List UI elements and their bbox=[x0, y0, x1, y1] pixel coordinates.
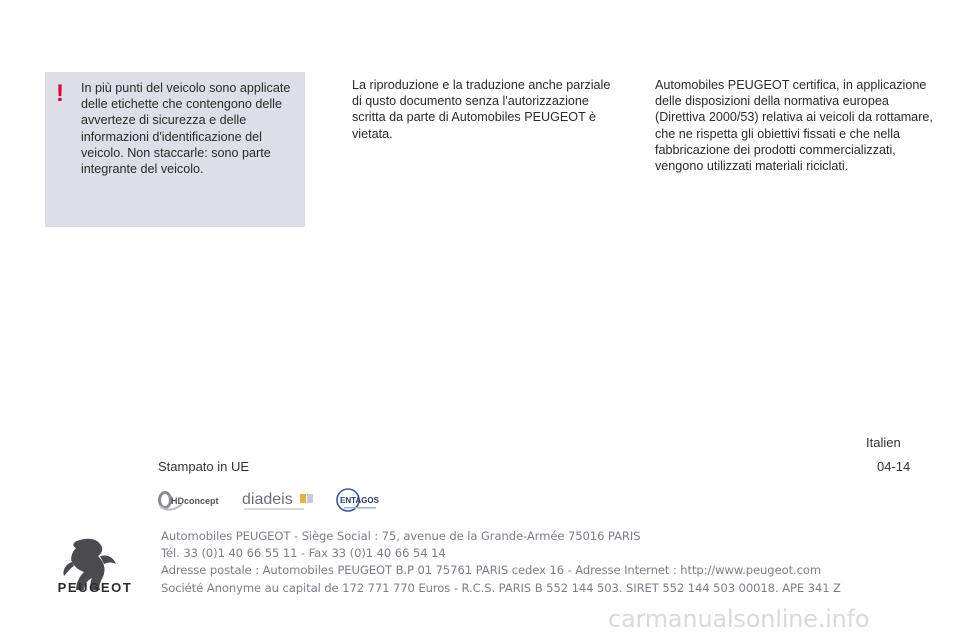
recycling-notice bbox=[655, 77, 935, 174]
printed-in-label: Stampato in UE bbox=[158, 459, 250, 474]
svg-text:diadeis: diadeis bbox=[242, 491, 293, 508]
svg-text:HDconcept: HDconcept bbox=[171, 496, 219, 506]
warning-text: In più punti del veicolo sono applicate delle etichette che contengono delle avverteze di sicurezza e delle informazioni d'identificazione del veicolo. Non staccarle: sono parte integrante del veicolo. bbox=[81, 81, 291, 177]
address-line: Adresse postale : Automobiles PEUGEOT B.P 01 75761 PARIS cedex 16 - Adresse Internet : http://www.peugeot.com bbox=[161, 563, 822, 578]
address-line: Tél. 33 (0)1 40 66 55 11 - Fax 33 (0)1 40 66 54 14 bbox=[161, 546, 446, 561]
company-address bbox=[161, 528, 921, 597]
svg-text:ENTAGOS: ENTAGOS bbox=[340, 496, 379, 505]
address-line: Société Anonyme au capital de 172 771 770 Euros - R.C.S. PARIS B 552 144 503. SIRET 552 144 503 00018. APE 341 Z bbox=[161, 580, 841, 595]
hdconcept-logo bbox=[156, 486, 231, 514]
brand-name: PEUGEOT bbox=[57, 580, 133, 595]
warning-exclamation-icon: ! bbox=[56, 80, 64, 107]
watermark: carmanualsonline.info bbox=[608, 605, 870, 633]
recycling-notice-text: Automobiles PEUGEOT certifica, in applicazione delle disposizioni della normativa europea (Direttiva 2000/53) relativa ai veicoli da rottamare, che ne rispetta gli obiettivi fissati e che nella fabbricazione dei prodotti commercializzati, vengono utilizzati materiali riciclati. bbox=[655, 78, 933, 174]
copyright-notice bbox=[352, 77, 612, 142]
edition-code: 04-14 bbox=[877, 459, 911, 474]
copyright-notice-text: La riproduzione e la traduzione anche parziale di qusto documento senza l'autorizzazione scritta da parte di Automobiles PEUGEOT è vietata. bbox=[352, 78, 611, 141]
diadeis-logo bbox=[242, 486, 318, 514]
entagos-logo bbox=[334, 486, 386, 514]
address-line: Automobiles PEUGEOT - Siège Social : 75, avenue de la Grande-Armée 75016 PARIS bbox=[161, 529, 641, 543]
language-label: Italien bbox=[866, 435, 901, 450]
